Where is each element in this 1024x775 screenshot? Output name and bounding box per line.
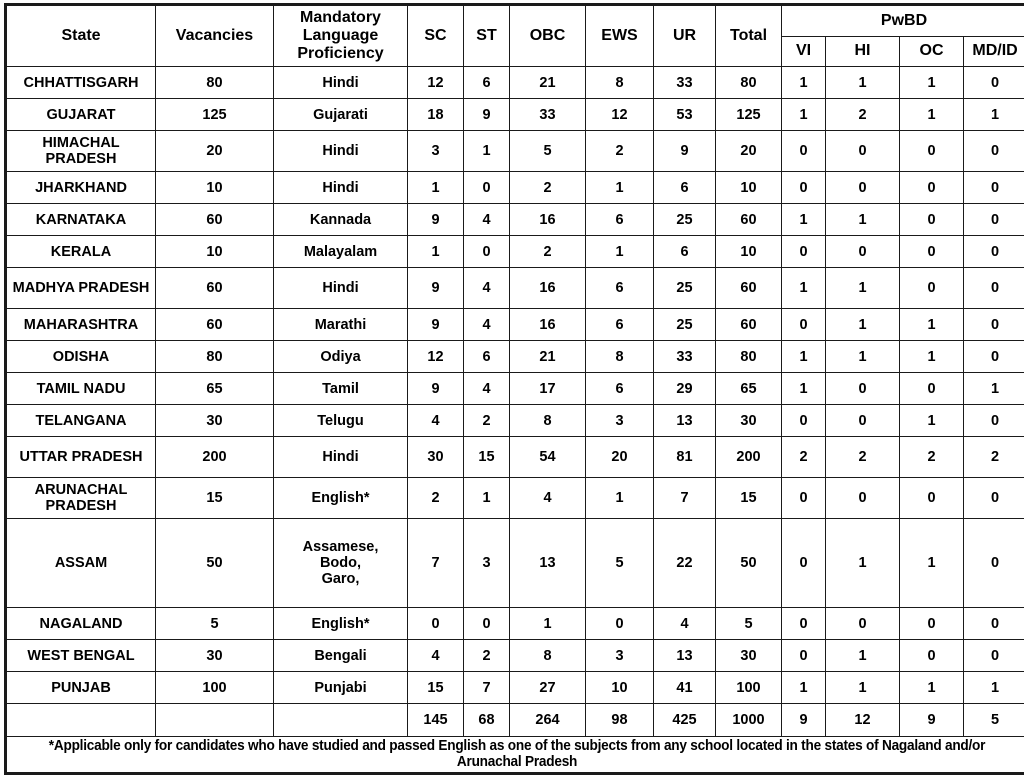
cell-mdid: 0 (964, 172, 1024, 204)
cell-oc: 0 (900, 373, 964, 405)
table-row (6, 373, 1024, 405)
column-header-total: Total (716, 5, 782, 67)
cell-sc: 0 (408, 608, 464, 640)
table-row (6, 172, 1024, 204)
cell-state: NAGALAND (6, 608, 156, 640)
cell-mdid: 0 (964, 608, 1024, 640)
cell-obc: 4 (510, 478, 586, 519)
cell-obc: 21 (510, 67, 586, 99)
cell-sc: 4 (408, 640, 464, 672)
column-header-mdid: MD/ID (964, 36, 1024, 67)
cell-vi: 0 (782, 478, 826, 519)
cell-total: 10 (716, 236, 782, 268)
cell-ur: 41 (654, 672, 716, 704)
cell-vacancies: 60 (156, 268, 274, 309)
cell-ews: 6 (586, 309, 654, 341)
column-header-ur: UR (654, 5, 716, 67)
cell-ur: 81 (654, 437, 716, 478)
cell-oc: 1 (900, 67, 964, 99)
cell-ur: 9 (654, 131, 716, 172)
cell-language: Bengali (274, 640, 408, 672)
cell-language: Hindi (274, 131, 408, 172)
column-header-hi: HI (826, 36, 900, 67)
cell-obc: 8 (510, 405, 586, 437)
cell-sc: 15 (408, 672, 464, 704)
cell-vi: 0 (782, 172, 826, 204)
cell-state: MAHARASHTRA (6, 309, 156, 341)
cell-state: ARUNACHAL PRADESH (6, 478, 156, 519)
totals-hi: 12 (826, 704, 900, 737)
cell-st: 2 (464, 640, 510, 672)
cell-hi: 1 (826, 67, 900, 99)
totals-ur: 425 (654, 704, 716, 737)
cell-oc: 0 (900, 172, 964, 204)
cell-vacancies: 5 (156, 608, 274, 640)
cell-mdid: 0 (964, 309, 1024, 341)
cell-language: English* (274, 478, 408, 519)
cell-st: 6 (464, 67, 510, 99)
cell-ur: 4 (654, 608, 716, 640)
cell-total: 125 (716, 99, 782, 131)
cell-mdid: 0 (964, 478, 1024, 519)
cell-obc: 2 (510, 172, 586, 204)
cell-st: 0 (464, 172, 510, 204)
cell-total: 50 (716, 519, 782, 608)
totals-ews: 98 (586, 704, 654, 737)
cell-language: Hindi (274, 437, 408, 478)
table-row (6, 437, 1024, 478)
cell-language: Kannada (274, 204, 408, 236)
cell-ews: 12 (586, 99, 654, 131)
cell-language: Odiya (274, 341, 408, 373)
cell-sc: 9 (408, 204, 464, 236)
cell-vi: 2 (782, 437, 826, 478)
footnote-text: *Applicable only for candidates who have studied and passed English as one of the subjects from any school located in the states of Nagaland and/or Arunachal Pradesh (36, 737, 997, 773)
column-header-obc: OBC (510, 5, 586, 67)
cell-sc: 1 (408, 236, 464, 268)
table-row (6, 204, 1024, 236)
cell-ur: 22 (654, 519, 716, 608)
cell-state: UTTAR PRADESH (6, 437, 156, 478)
cell-total: 60 (716, 204, 782, 236)
table-row (6, 478, 1024, 519)
cell-obc: 16 (510, 268, 586, 309)
cell-ews: 8 (586, 341, 654, 373)
cell-st: 9 (464, 99, 510, 131)
cell-ur: 25 (654, 309, 716, 341)
table-body (6, 67, 1024, 704)
cell-oc: 1 (900, 341, 964, 373)
table-row (6, 405, 1024, 437)
cell-total: 15 (716, 478, 782, 519)
cell-language: Hindi (274, 67, 408, 99)
cell-language: Gujarati (274, 99, 408, 131)
cell-hi: 1 (826, 309, 900, 341)
cell-oc: 0 (900, 478, 964, 519)
cell-sc: 30 (408, 437, 464, 478)
column-header-vi: VI (782, 36, 826, 67)
cell-state: KERALA (6, 236, 156, 268)
totals-state (6, 704, 156, 737)
cell-oc: 0 (900, 131, 964, 172)
cell-vacancies: 10 (156, 172, 274, 204)
cell-sc: 12 (408, 341, 464, 373)
cell-obc: 17 (510, 373, 586, 405)
cell-vi: 1 (782, 373, 826, 405)
cell-sc: 7 (408, 519, 464, 608)
cell-st: 4 (464, 204, 510, 236)
column-header-vacancies: Vacancies (156, 5, 274, 67)
cell-language: Telugu (274, 405, 408, 437)
column-header-oc: OC (900, 36, 964, 67)
cell-sc: 9 (408, 268, 464, 309)
cell-total: 100 (716, 672, 782, 704)
cell-st: 6 (464, 341, 510, 373)
cell-ews: 3 (586, 640, 654, 672)
cell-vacancies: 30 (156, 405, 274, 437)
cell-total: 20 (716, 131, 782, 172)
cell-ews: 1 (586, 172, 654, 204)
cell-sc: 12 (408, 67, 464, 99)
cell-obc: 8 (510, 640, 586, 672)
cell-vi: 1 (782, 341, 826, 373)
cell-mdid: 0 (964, 405, 1024, 437)
totals-total: 1000 (716, 704, 782, 737)
cell-oc: 0 (900, 204, 964, 236)
cell-vi: 1 (782, 67, 826, 99)
cell-vi: 0 (782, 640, 826, 672)
cell-obc: 27 (510, 672, 586, 704)
cell-ur: 13 (654, 640, 716, 672)
cell-language: Marathi (274, 309, 408, 341)
cell-vi: 1 (782, 268, 826, 309)
cell-st: 4 (464, 309, 510, 341)
cell-ur: 33 (654, 341, 716, 373)
cell-oc: 0 (900, 640, 964, 672)
state-vacancy-table (4, 3, 1024, 775)
cell-obc: 33 (510, 99, 586, 131)
cell-hi: 1 (826, 204, 900, 236)
table-row (6, 672, 1024, 704)
cell-language: Tamil (274, 373, 408, 405)
cell-state: WEST BENGAL (6, 640, 156, 672)
cell-vacancies: 65 (156, 373, 274, 405)
cell-total: 200 (716, 437, 782, 478)
cell-ews: 1 (586, 236, 654, 268)
cell-oc: 2 (900, 437, 964, 478)
cell-ews: 3 (586, 405, 654, 437)
totals-row (6, 704, 1024, 737)
cell-obc: 1 (510, 608, 586, 640)
cell-oc: 1 (900, 672, 964, 704)
cell-ur: 7 (654, 478, 716, 519)
totals-oc: 9 (900, 704, 964, 737)
cell-ews: 1 (586, 478, 654, 519)
totals-vacancies (156, 704, 274, 737)
cell-mdid: 0 (964, 236, 1024, 268)
cell-oc: 1 (900, 405, 964, 437)
cell-sc: 18 (408, 99, 464, 131)
cell-st: 2 (464, 405, 510, 437)
header-row-primary (6, 5, 1024, 37)
table-row (6, 268, 1024, 309)
cell-ur: 13 (654, 405, 716, 437)
cell-vi: 0 (782, 608, 826, 640)
cell-ur: 25 (654, 204, 716, 236)
cell-vi: 1 (782, 672, 826, 704)
cell-state: CHHATTISGARH (6, 67, 156, 99)
table-footer (6, 704, 1024, 773)
cell-sc: 4 (408, 405, 464, 437)
cell-vacancies: 60 (156, 204, 274, 236)
cell-vi: 0 (782, 519, 826, 608)
cell-state: JHARKHAND (6, 172, 156, 204)
cell-st: 3 (464, 519, 510, 608)
cell-state: TAMIL NADU (6, 373, 156, 405)
cell-mdid: 0 (964, 519, 1024, 608)
table-row (6, 236, 1024, 268)
cell-ur: 25 (654, 268, 716, 309)
cell-oc: 1 (900, 519, 964, 608)
cell-sc: 9 (408, 309, 464, 341)
cell-hi: 0 (826, 478, 900, 519)
cell-ews: 10 (586, 672, 654, 704)
cell-hi: 0 (826, 405, 900, 437)
cell-hi: 2 (826, 437, 900, 478)
cell-st: 4 (464, 373, 510, 405)
table-row (6, 640, 1024, 672)
cell-hi: 2 (826, 99, 900, 131)
cell-state: ODISHA (6, 341, 156, 373)
cell-total: 30 (716, 405, 782, 437)
cell-vi: 0 (782, 131, 826, 172)
cell-hi: 0 (826, 236, 900, 268)
column-header-pwbd: PwBD (782, 5, 1024, 37)
cell-oc: 0 (900, 236, 964, 268)
cell-ews: 8 (586, 67, 654, 99)
cell-ur: 6 (654, 172, 716, 204)
table-row (6, 99, 1024, 131)
cell-hi: 1 (826, 341, 900, 373)
cell-ews: 5 (586, 519, 654, 608)
table-row (6, 131, 1024, 172)
cell-ews: 6 (586, 268, 654, 309)
cell-ews: 6 (586, 204, 654, 236)
cell-mdid: 0 (964, 341, 1024, 373)
cell-language: Punjabi (274, 672, 408, 704)
table-row (6, 519, 1024, 608)
column-header-language: Mandatory Language Proficiency (274, 5, 408, 67)
cell-state: MADHYA PRADESH (6, 268, 156, 309)
cell-language: Assamese, Bodo, Garo, (274, 519, 408, 608)
cell-state: PUNJAB (6, 672, 156, 704)
cell-hi: 1 (826, 672, 900, 704)
cell-language: English* (274, 608, 408, 640)
cell-obc: 54 (510, 437, 586, 478)
cell-oc: 1 (900, 99, 964, 131)
cell-language: Hindi (274, 172, 408, 204)
cell-language: Malayalam (274, 236, 408, 268)
cell-vacancies: 200 (156, 437, 274, 478)
table-row (6, 309, 1024, 341)
totals-mdid: 5 (964, 704, 1024, 737)
cell-mdid: 0 (964, 131, 1024, 172)
cell-state: HIMACHAL PRADESH (6, 131, 156, 172)
table-row (6, 67, 1024, 99)
cell-mdid: 2 (964, 437, 1024, 478)
cell-st: 0 (464, 236, 510, 268)
cell-oc: 0 (900, 608, 964, 640)
table-header (6, 5, 1024, 67)
cell-oc: 0 (900, 268, 964, 309)
cell-vi: 1 (782, 204, 826, 236)
cell-vi: 0 (782, 236, 826, 268)
cell-mdid: 1 (964, 672, 1024, 704)
cell-st: 1 (464, 478, 510, 519)
cell-vi: 1 (782, 99, 826, 131)
table-row (6, 341, 1024, 373)
cell-vacancies: 80 (156, 341, 274, 373)
cell-total: 30 (716, 640, 782, 672)
cell-vi: 0 (782, 405, 826, 437)
cell-ur: 29 (654, 373, 716, 405)
cell-obc: 16 (510, 204, 586, 236)
cell-hi: 1 (826, 519, 900, 608)
totals-obc: 264 (510, 704, 586, 737)
table-row (6, 608, 1024, 640)
cell-ews: 2 (586, 131, 654, 172)
cell-hi: 0 (826, 373, 900, 405)
cell-vacancies: 15 (156, 478, 274, 519)
cell-hi: 1 (826, 268, 900, 309)
cell-obc: 21 (510, 341, 586, 373)
totals-sc: 145 (408, 704, 464, 737)
cell-vacancies: 125 (156, 99, 274, 131)
cell-state: ASSAM (6, 519, 156, 608)
cell-obc: 16 (510, 309, 586, 341)
cell-hi: 0 (826, 131, 900, 172)
cell-vi: 0 (782, 309, 826, 341)
cell-total: 10 (716, 172, 782, 204)
column-header-state: State (6, 5, 156, 67)
cell-language: Hindi (274, 268, 408, 309)
cell-obc: 2 (510, 236, 586, 268)
cell-obc: 5 (510, 131, 586, 172)
cell-st: 15 (464, 437, 510, 478)
cell-mdid: 1 (964, 373, 1024, 405)
cell-st: 1 (464, 131, 510, 172)
cell-vacancies: 30 (156, 640, 274, 672)
totals-vi: 9 (782, 704, 826, 737)
cell-ur: 6 (654, 236, 716, 268)
cell-vacancies: 20 (156, 131, 274, 172)
cell-total: 60 (716, 268, 782, 309)
cell-st: 7 (464, 672, 510, 704)
cell-vacancies: 50 (156, 519, 274, 608)
cell-obc: 13 (510, 519, 586, 608)
cell-ews: 20 (586, 437, 654, 478)
cell-oc: 1 (900, 309, 964, 341)
cell-total: 80 (716, 341, 782, 373)
cell-sc: 1 (408, 172, 464, 204)
cell-total: 60 (716, 309, 782, 341)
cell-vacancies: 10 (156, 236, 274, 268)
cell-mdid: 0 (964, 67, 1024, 99)
cell-sc: 3 (408, 131, 464, 172)
cell-ur: 33 (654, 67, 716, 99)
cell-vacancies: 100 (156, 672, 274, 704)
cell-hi: 1 (826, 640, 900, 672)
cell-state: TELANGANA (6, 405, 156, 437)
cell-total: 80 (716, 67, 782, 99)
cell-state: KARNATAKA (6, 204, 156, 236)
cell-hi: 0 (826, 172, 900, 204)
cell-total: 5 (716, 608, 782, 640)
cell-mdid: 0 (964, 204, 1024, 236)
column-header-sc: SC (408, 5, 464, 67)
cell-ews: 0 (586, 608, 654, 640)
cell-mdid: 0 (964, 640, 1024, 672)
footnote-row (6, 737, 1024, 773)
cell-sc: 9 (408, 373, 464, 405)
cell-mdid: 0 (964, 268, 1024, 309)
cell-sc: 2 (408, 478, 464, 519)
totals-st: 68 (464, 704, 510, 737)
cell-ews: 6 (586, 373, 654, 405)
cell-st: 0 (464, 608, 510, 640)
cell-ur: 53 (654, 99, 716, 131)
totals-language (274, 704, 408, 737)
cell-st: 4 (464, 268, 510, 309)
column-header-ews: EWS (586, 5, 654, 67)
cell-vacancies: 60 (156, 309, 274, 341)
cell-vacancies: 80 (156, 67, 274, 99)
cell-state: GUJARAT (6, 99, 156, 131)
cell-mdid: 1 (964, 99, 1024, 131)
cell-total: 65 (716, 373, 782, 405)
column-header-st: ST (464, 5, 510, 67)
cell-hi: 0 (826, 608, 900, 640)
